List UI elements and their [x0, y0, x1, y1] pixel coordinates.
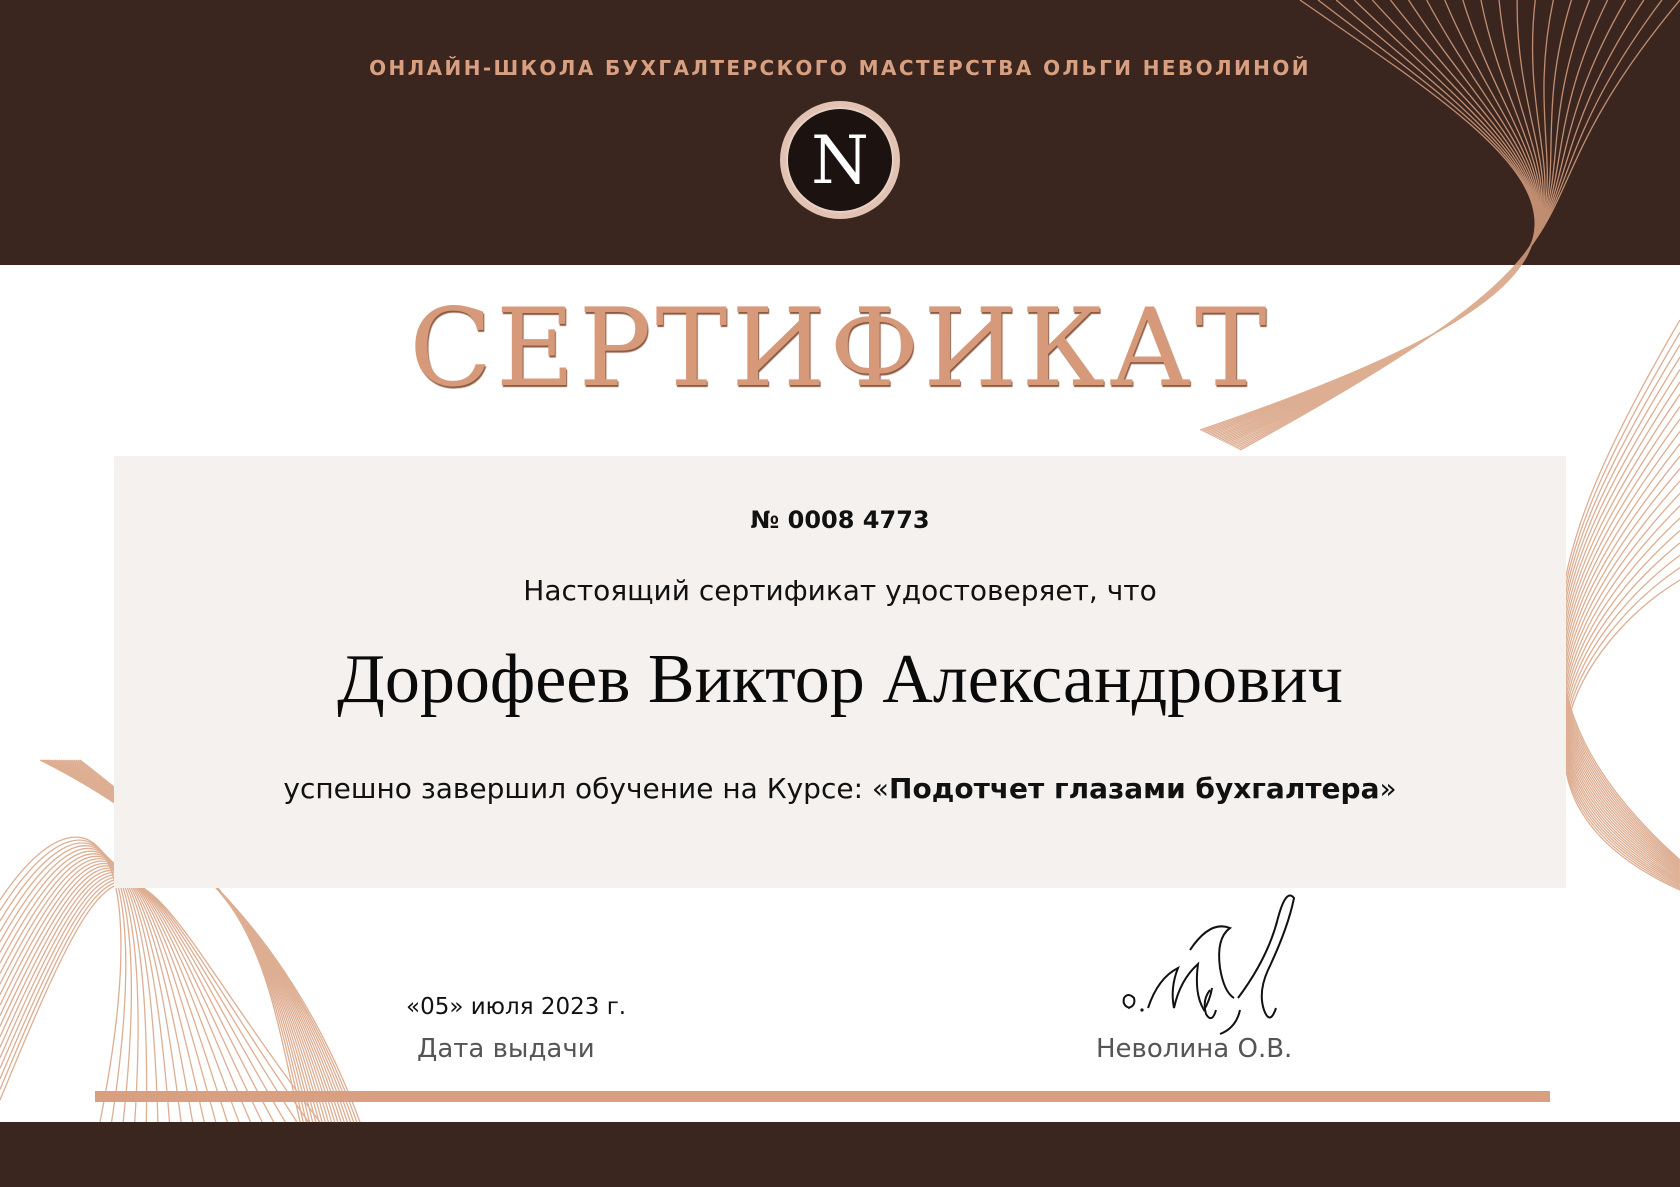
handwritten-signature — [1090, 890, 1330, 1040]
signer-name: Неволина О.В. — [1096, 1034, 1293, 1064]
recipient-name: Дорофеев Виктор Александрович — [337, 641, 1343, 718]
certificate-title: СЕРТИФИКАТ — [409, 286, 1271, 411]
accent-bar — [95, 1091, 1550, 1102]
certificate-intro: Настоящий сертификат удостоверяет, что — [523, 574, 1157, 607]
course-name: Подотчет глазами бухгалтера — [889, 772, 1380, 805]
school-logo — [780, 101, 900, 219]
completion-prefix: успешно завершил обучение на Курсе: « — [283, 772, 890, 805]
issue-date: «05» июля 2023 г. — [406, 994, 627, 1020]
completion-suffix: » — [1379, 772, 1397, 805]
logo-badge — [786, 107, 894, 213]
footer-band — [0, 1122, 1680, 1187]
issue-date-label: Дата выдачи — [417, 1034, 595, 1064]
completion-statement — [114, 772, 1566, 805]
certificate-number: № 0008 4773 — [750, 506, 930, 534]
school-name: ОНЛАЙН-ШКОЛА БУХГАЛТЕРСКОГО МАСТЕРСТВА ОЛЬГИ НЕВОЛИНОЙ — [369, 56, 1311, 80]
logo-letter: N — [811, 122, 869, 199]
